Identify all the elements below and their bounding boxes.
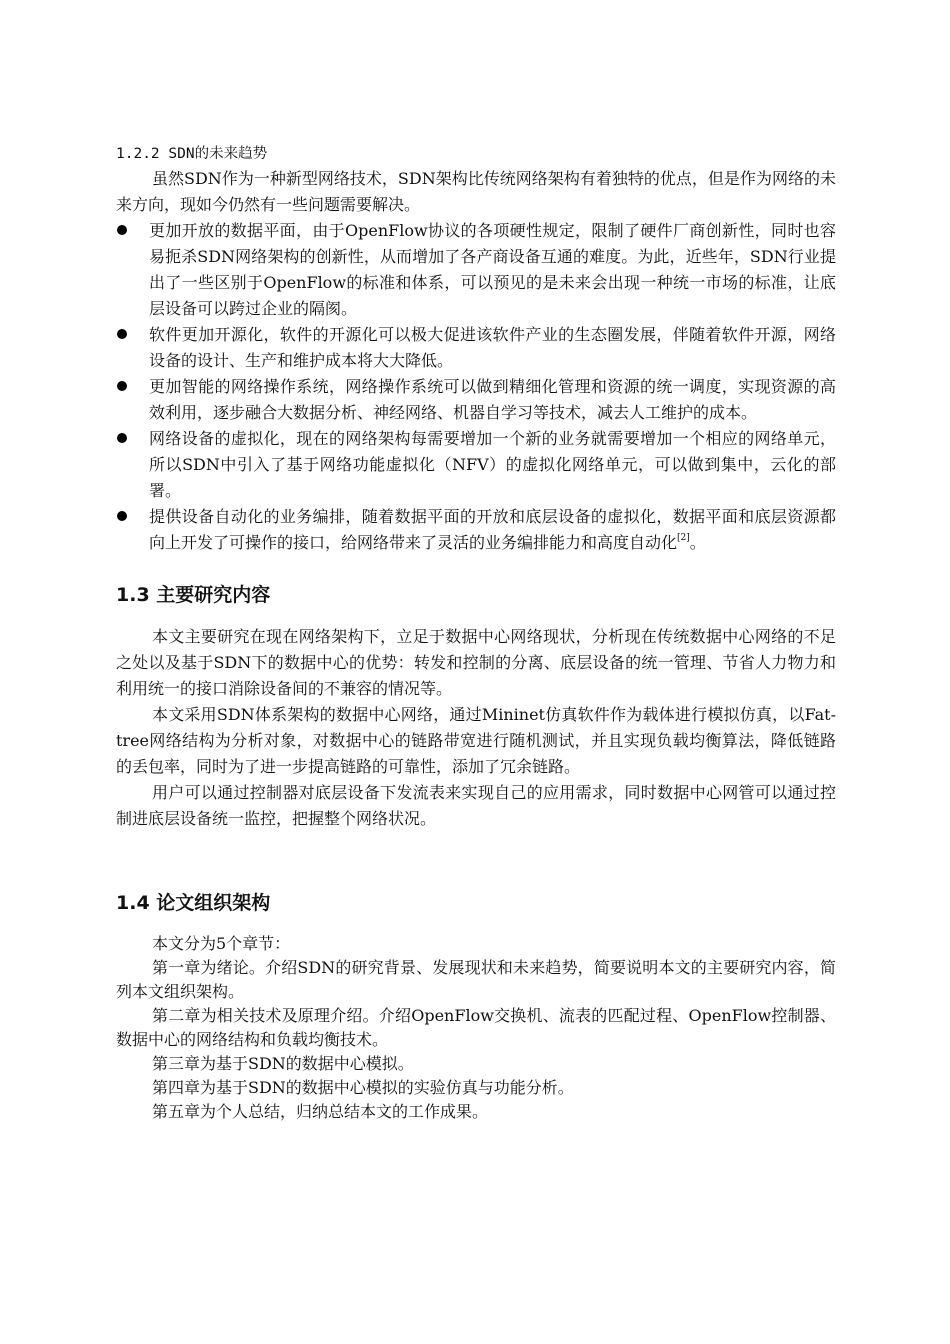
list-item (116, 374, 836, 426)
paragraph: 第五章为个人总结，归纳总结本文的工作成果。 (152, 1102, 489, 1121)
paragraph: 本文主要研究在现在网络架构下，立足于数据中心网络现状，分析现在传统数据中心网络的不足之处以及基于SDN下的数据中心的优势：转发和控制的分离、底层设备的统一管理、节省人力物力和利用统一的接口消除设备间的不兼容的情况等。 (116, 627, 836, 698)
section-heading-1-4: 1.4 论文组织架构 (116, 892, 271, 914)
paragraph: 第二章为相关技术及原理介绍。介绍OpenFlow交换机、流表的匹配过程、OpenFlow控制器、数据中心的网络结构和负载均衡技术。 (116, 1006, 836, 1049)
paragraph: 第一章为绪论。介绍SDN的研究背景、发展现状和未来趋势，简要说明本文的主要研究内容，简列本文组织架构。 (116, 958, 836, 1001)
list-item (116, 426, 836, 504)
paragraph: 用户可以通过控制器对底层设备下发流表来实现自己的应用需求，同时数据中心网管可以通过控制进底层设备统一监控，把握整个网络状况。 (116, 783, 836, 828)
list-item-text: 软件更加开源化，软件的开源化可以极大促进该软件产业的生态圈发展，伴随着软件开源，网络设备的设计、生产和维护成本将大大降低。 (149, 325, 836, 370)
list-item-text: 更加智能的网络操作系统，网络操作系统可以做到精细化管理和资源的统一调度，实现资源的高效利用，逐步融合大数据分析、神经网络、机器自学习等技术，减去人工维护的成本。 (149, 377, 836, 422)
section-heading-1-2-2: 1.2.2 SDN的未来趋势 (116, 146, 268, 162)
list-item (116, 504, 836, 556)
bullet-dot-icon (117, 511, 127, 521)
citation-ref[interactable]: [2] (677, 533, 690, 543)
document-page (116, 142, 836, 1124)
trend-list (116, 218, 836, 556)
list-item-text: 网络设备的虚拟化，现在的网络架构每需要增加一个新的业务就需要增加一个相应的网络单元，所以SDN中引入了基于网络功能虚拟化（NFV）的虚拟化网络单元，可以做到集中，云化的部署。 (149, 429, 836, 500)
bullet-dot-icon (117, 433, 127, 443)
paragraph: 第四章为基于SDN的数据中心模拟的实验仿真与功能分析。 (152, 1078, 574, 1097)
list-item (116, 322, 836, 374)
section-heading-1-3: 1.3 主要研究内容 (116, 584, 271, 606)
paragraph: 本文分为5个章节： (152, 934, 291, 953)
bullet-dot-icon (117, 225, 127, 235)
paragraph-intro: 虽然SDN作为一种新型网络技术，SDN架构比传统网络架构有着独特的优点，但是作为网络的未来方向，现如今仍然有一些问题需要解决。 (116, 169, 836, 214)
bullet-dot-icon (117, 381, 127, 391)
paragraph: 第三章为基于SDN的数据中心模拟。 (152, 1054, 414, 1073)
list-item-text: 更加开放的数据平面，由于OpenFlow协议的各项硬性规定，限制了硬件厂商创新性，同时也容易扼杀SDN网络架构的创新性，从而增加了各产商设备互通的难度。为此，近些年，SDN行业提出了一些区别于OpenFlow的标准和体系，可以预见的是未来会出现一种统一市场的标准，让底层设备可以跨过企业的隔阂。 (149, 221, 836, 318)
list-item-tail: 。 (689, 533, 706, 552)
bullet-dot-icon (117, 329, 127, 339)
paragraph: 本文采用SDN体系架构的数据中心网络，通过Mininet仿真软件作为载体进行模拟仿真，以Fat-tree网络结构为分析对象，对数据中心的链路带宽进行随机测试，并且实现负载均衡算法，降低链路的丢包率，同时为了进一步提高链路的可靠性，添加了冗余链路。 (116, 705, 836, 776)
list-item (116, 218, 836, 322)
list-item-text: 提供设备自动化的业务编排，随着数据平面的开放和底层设备的虚拟化，数据平面和底层资源都向上开发了可操作的接口，给网络带来了灵活的业务编排能力和高度自动化 (149, 507, 836, 552)
